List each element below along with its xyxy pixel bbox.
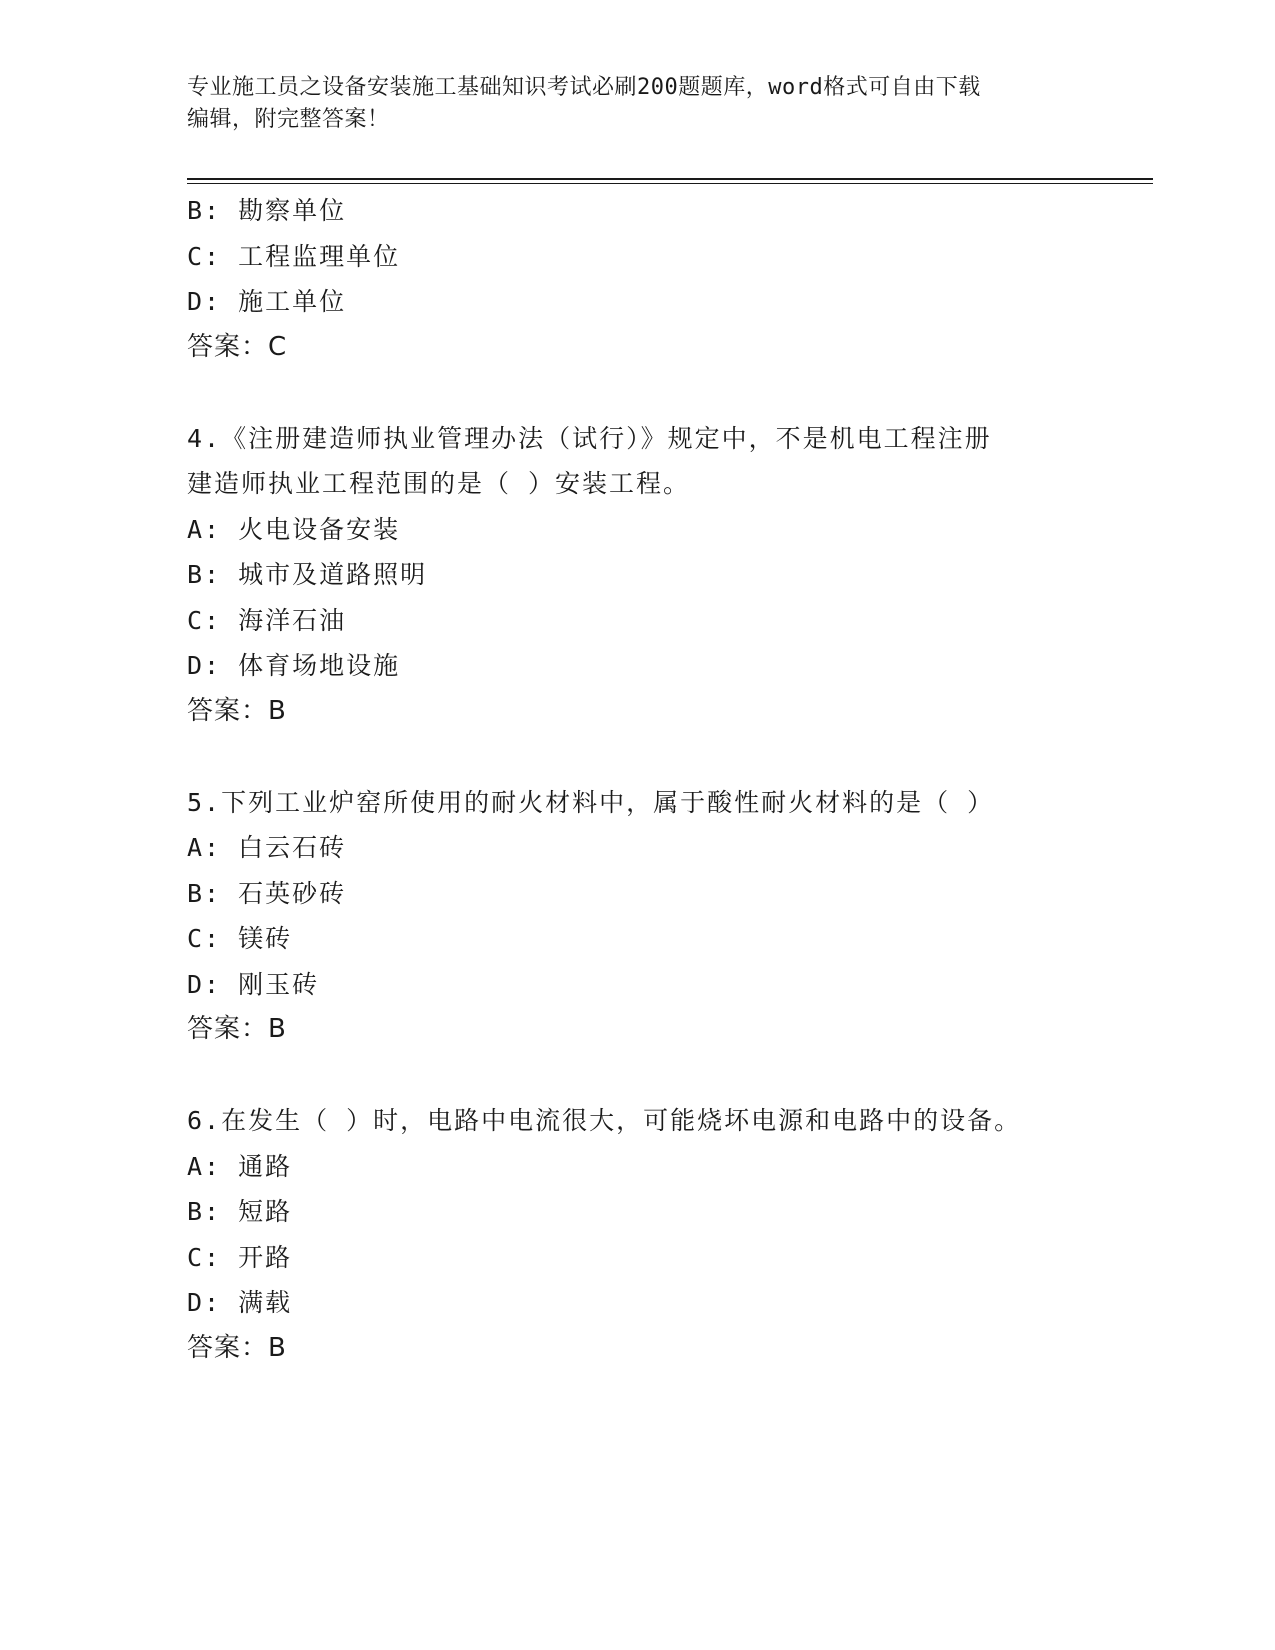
spacer bbox=[187, 734, 1107, 780]
header-divider bbox=[187, 178, 1153, 180]
header-title-line-1: 专业施工员之设备安装施工基础知识考试必刷200题题库，word格式可自由下载 bbox=[187, 75, 981, 100]
answer: 答案：C bbox=[187, 331, 288, 362]
option-b: B: 勘察单位 bbox=[187, 196, 347, 225]
option-d: D: 满载 bbox=[187, 1288, 293, 1317]
option-c: C: 工程监理单位 bbox=[187, 241, 401, 271]
question-stem: 4.《注册建造师执业管理办法（试行）》规定中，不是机电工程注册 bbox=[187, 423, 992, 453]
option-a: A: 火电设备安装 bbox=[187, 514, 401, 544]
option-b: B: 短路 bbox=[187, 1197, 293, 1226]
answer: 答案：B bbox=[187, 1014, 287, 1044]
answer: 答案：B bbox=[187, 695, 287, 726]
header-title-line-2: 编辑，附完整答案！ bbox=[187, 107, 390, 132]
spacer bbox=[187, 370, 1107, 416]
question-stem: 5.下列工业炉窑所使用的耐火材料中，属于酸性耐火材料的是（ ） bbox=[187, 787, 995, 817]
option-c: C: 海洋石油 bbox=[187, 605, 347, 635]
option-b: B: 石英砂砖 bbox=[187, 878, 347, 908]
option-d: D: 体育场地设施 bbox=[187, 651, 401, 680]
option-a: A: 白云石砖 bbox=[187, 833, 347, 862]
option-d: D: 刚玉砖 bbox=[187, 969, 320, 999]
option-b: B: 城市及道路照明 bbox=[187, 560, 428, 589]
question-5 bbox=[187, 780, 1107, 1053]
question-4 bbox=[187, 416, 1107, 735]
answer: 答案：B bbox=[187, 1332, 287, 1363]
header-divider-thin bbox=[187, 183, 1153, 184]
option-c: C: 镁砖 bbox=[187, 924, 293, 953]
spacer bbox=[187, 1053, 1107, 1099]
question-stem: 6.在发生（ ）时，电路中电流很大，可能烧坏电源和电路中的设备。 bbox=[187, 1106, 1022, 1135]
page-header bbox=[187, 72, 1087, 136]
option-c: C: 开路 bbox=[187, 1242, 293, 1272]
option-d: D: 施工单位 bbox=[187, 287, 347, 316]
question-3 bbox=[187, 188, 1107, 370]
question-6 bbox=[187, 1098, 1107, 1371]
option-a: A: 通路 bbox=[187, 1151, 293, 1181]
question-list bbox=[187, 188, 1107, 1371]
question-stem-continued: 建造师执业工程范围的是（ ）安装工程。 bbox=[187, 469, 691, 498]
